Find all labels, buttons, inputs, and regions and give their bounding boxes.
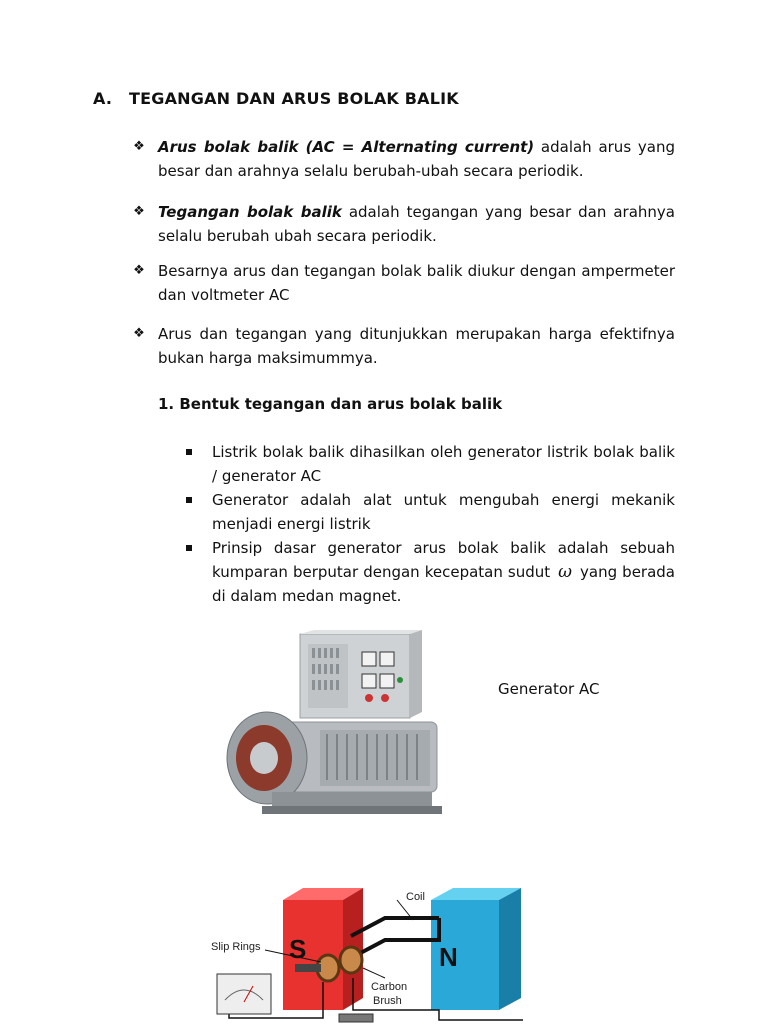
bullet-text: adalah arus yang besar dan arahnya selalu berubah-ubah secara periodik. xyxy=(158,138,675,180)
diamond-bullet-icon: ❖ xyxy=(133,139,145,154)
subsection-title: Bentuk tegangan dan arus bolak balik xyxy=(179,395,503,413)
list-item xyxy=(186,440,675,488)
bullet-text: Arus dan tegangan yang ditunjukkan merupakan harga efektifnya bukan harga maksimummya. xyxy=(158,325,675,367)
sub-bullet-text-end: yang berada di dalam medan magnet. xyxy=(212,563,675,605)
section-number: A. xyxy=(93,89,113,108)
list-item xyxy=(130,322,675,370)
subsection-number: 1. xyxy=(158,395,175,413)
bullet-list xyxy=(130,135,675,183)
sub-bullet-text: Listrik bolak balik dihasilkan oleh generator listrik bolak balik / generator AC xyxy=(212,443,675,485)
sub-bullet-list xyxy=(186,440,675,608)
section-title: TEGANGAN DAN ARUS BOLAK BALIK xyxy=(129,89,459,108)
omega-symbol: ω xyxy=(558,562,573,582)
list-item xyxy=(130,259,675,307)
figure-caption: Generator AC xyxy=(498,680,600,698)
square-bullet-icon xyxy=(186,545,192,551)
list-item xyxy=(130,135,675,183)
generator-photo xyxy=(222,630,452,830)
subsection-heading xyxy=(158,395,502,413)
bullet-list-2 xyxy=(130,200,675,248)
label-carbon: Carbon xyxy=(371,981,408,993)
list-item xyxy=(186,536,675,608)
section-heading xyxy=(93,89,459,108)
label-coil: Coil xyxy=(406,891,425,903)
diamond-bullet-icon: ❖ xyxy=(133,263,145,278)
label-brush: Brush xyxy=(373,995,402,1007)
sub-bullet-text: Generator adalah alat untuk mengubah energi mekanik menjadi energi listrik xyxy=(212,491,675,533)
bullet-text: adalah tegangan yang besar dan arahnya selalu berubah ubah secara periodik. xyxy=(158,203,675,245)
diamond-bullet-icon: ❖ xyxy=(133,326,145,341)
list-item xyxy=(130,200,675,248)
label-s: S xyxy=(289,934,307,964)
bullet-text: Besarnya arus dan tegangan bolak balik diukur dengan ampermeter dan voltmeter AC xyxy=(158,262,675,304)
label-n: N xyxy=(439,942,458,972)
bullet-list-4 xyxy=(130,322,675,370)
square-bullet-icon xyxy=(186,449,192,455)
generator-diagram xyxy=(203,870,543,1024)
bullet-emphasis: Arus bolak balik (AC = Alternating current) xyxy=(158,138,535,156)
bullet-list-3 xyxy=(130,259,675,307)
sub-bullet-text: Prinsip dasar generator arus bolak balik adalah sebuah kumparan berputar dengan kecepatan sudut xyxy=(212,539,675,581)
bullet-emphasis: Tegangan bolak balik xyxy=(158,203,342,221)
list-item xyxy=(186,488,675,536)
diamond-bullet-icon: ❖ xyxy=(133,204,145,219)
label-slip-rings: Slip Rings xyxy=(211,941,261,953)
square-bullet-icon xyxy=(186,497,192,503)
